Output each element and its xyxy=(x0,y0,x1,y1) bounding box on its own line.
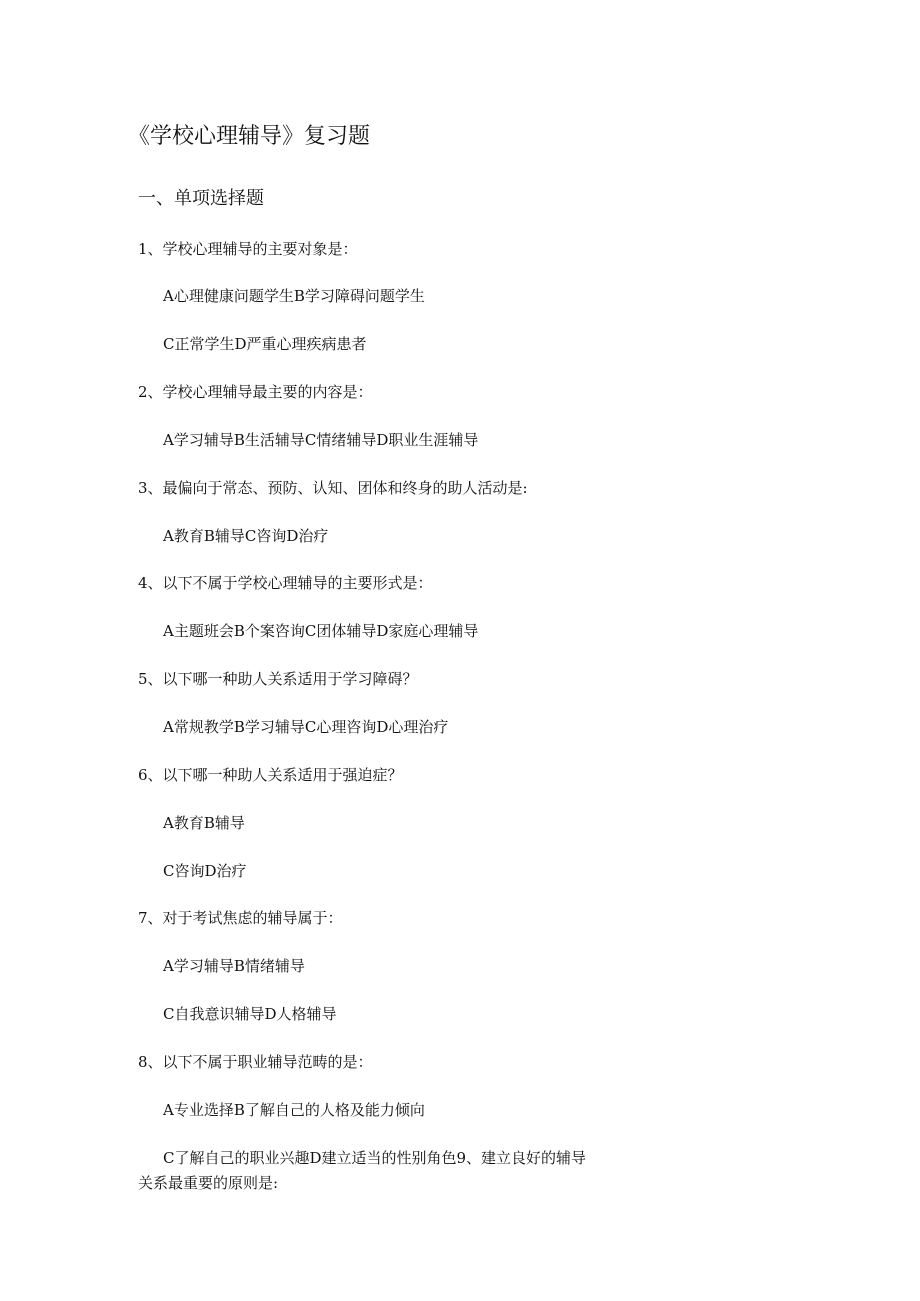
question-2: 2、学校心理辅导最主要的内容是： xyxy=(138,383,373,401)
question-5: 5、以下哪一种助人关系适用于学习障碍？ xyxy=(138,670,418,688)
document-title: 《学校心理辅导》复习题 xyxy=(128,124,371,149)
question-3-options: A教育B辅导C咨询D治疗 xyxy=(163,527,329,545)
question-2-options: A学习辅导B生活辅导C情绪辅导D职业生涯辅导 xyxy=(163,431,479,449)
question-8-options-line-1: A专业选择B了解自己的人格及能力倾向 xyxy=(163,1101,425,1119)
question-4-options: A主题班会B个案咨询C团体辅导D家庭心理辅导 xyxy=(163,622,479,640)
section-heading: 一、单项选择题 xyxy=(138,188,264,209)
question-6-options-line-1: A教育B辅导 xyxy=(163,814,245,832)
question-7: 7、对于考试焦虑的辅导属于： xyxy=(138,909,343,927)
question-7-options-line-2: C自我意识辅导D人格辅导 xyxy=(163,1005,337,1023)
question-8-options-line-2-and-question-9: C了解自己的职业兴趣D建立适当的性别角色9、建立良好的辅导关系最重要的原则是: xyxy=(138,1149,587,1192)
question-1: 1、学校心理辅导的主要对象是： xyxy=(138,240,358,258)
question-6-options-line-2: C咨询D治疗 xyxy=(163,862,247,880)
question-8: 8、以下不属于职业辅导范畴的是： xyxy=(138,1053,373,1071)
question-5-options: A常规教学B学习辅导C心理咨询D心理治疗 xyxy=(163,718,449,736)
question-6: 6、以下哪一种助人关系适用于强迫症？ xyxy=(138,766,403,784)
question-4: 4、以下不属于学校心理辅导的主要形式是： xyxy=(138,574,433,592)
question-7-options-line-1: A学习辅导B情绪辅导 xyxy=(163,957,305,975)
question-1-options-line-2: C正常学生D严重心理疾病患者 xyxy=(163,335,367,353)
question-3: 3、最偏向于常态、预防、认知、团体和终身的助人活动是: xyxy=(138,479,528,497)
question-1-options-line-1: A心理健康问题学生B学习障碍问题学生 xyxy=(163,287,425,305)
